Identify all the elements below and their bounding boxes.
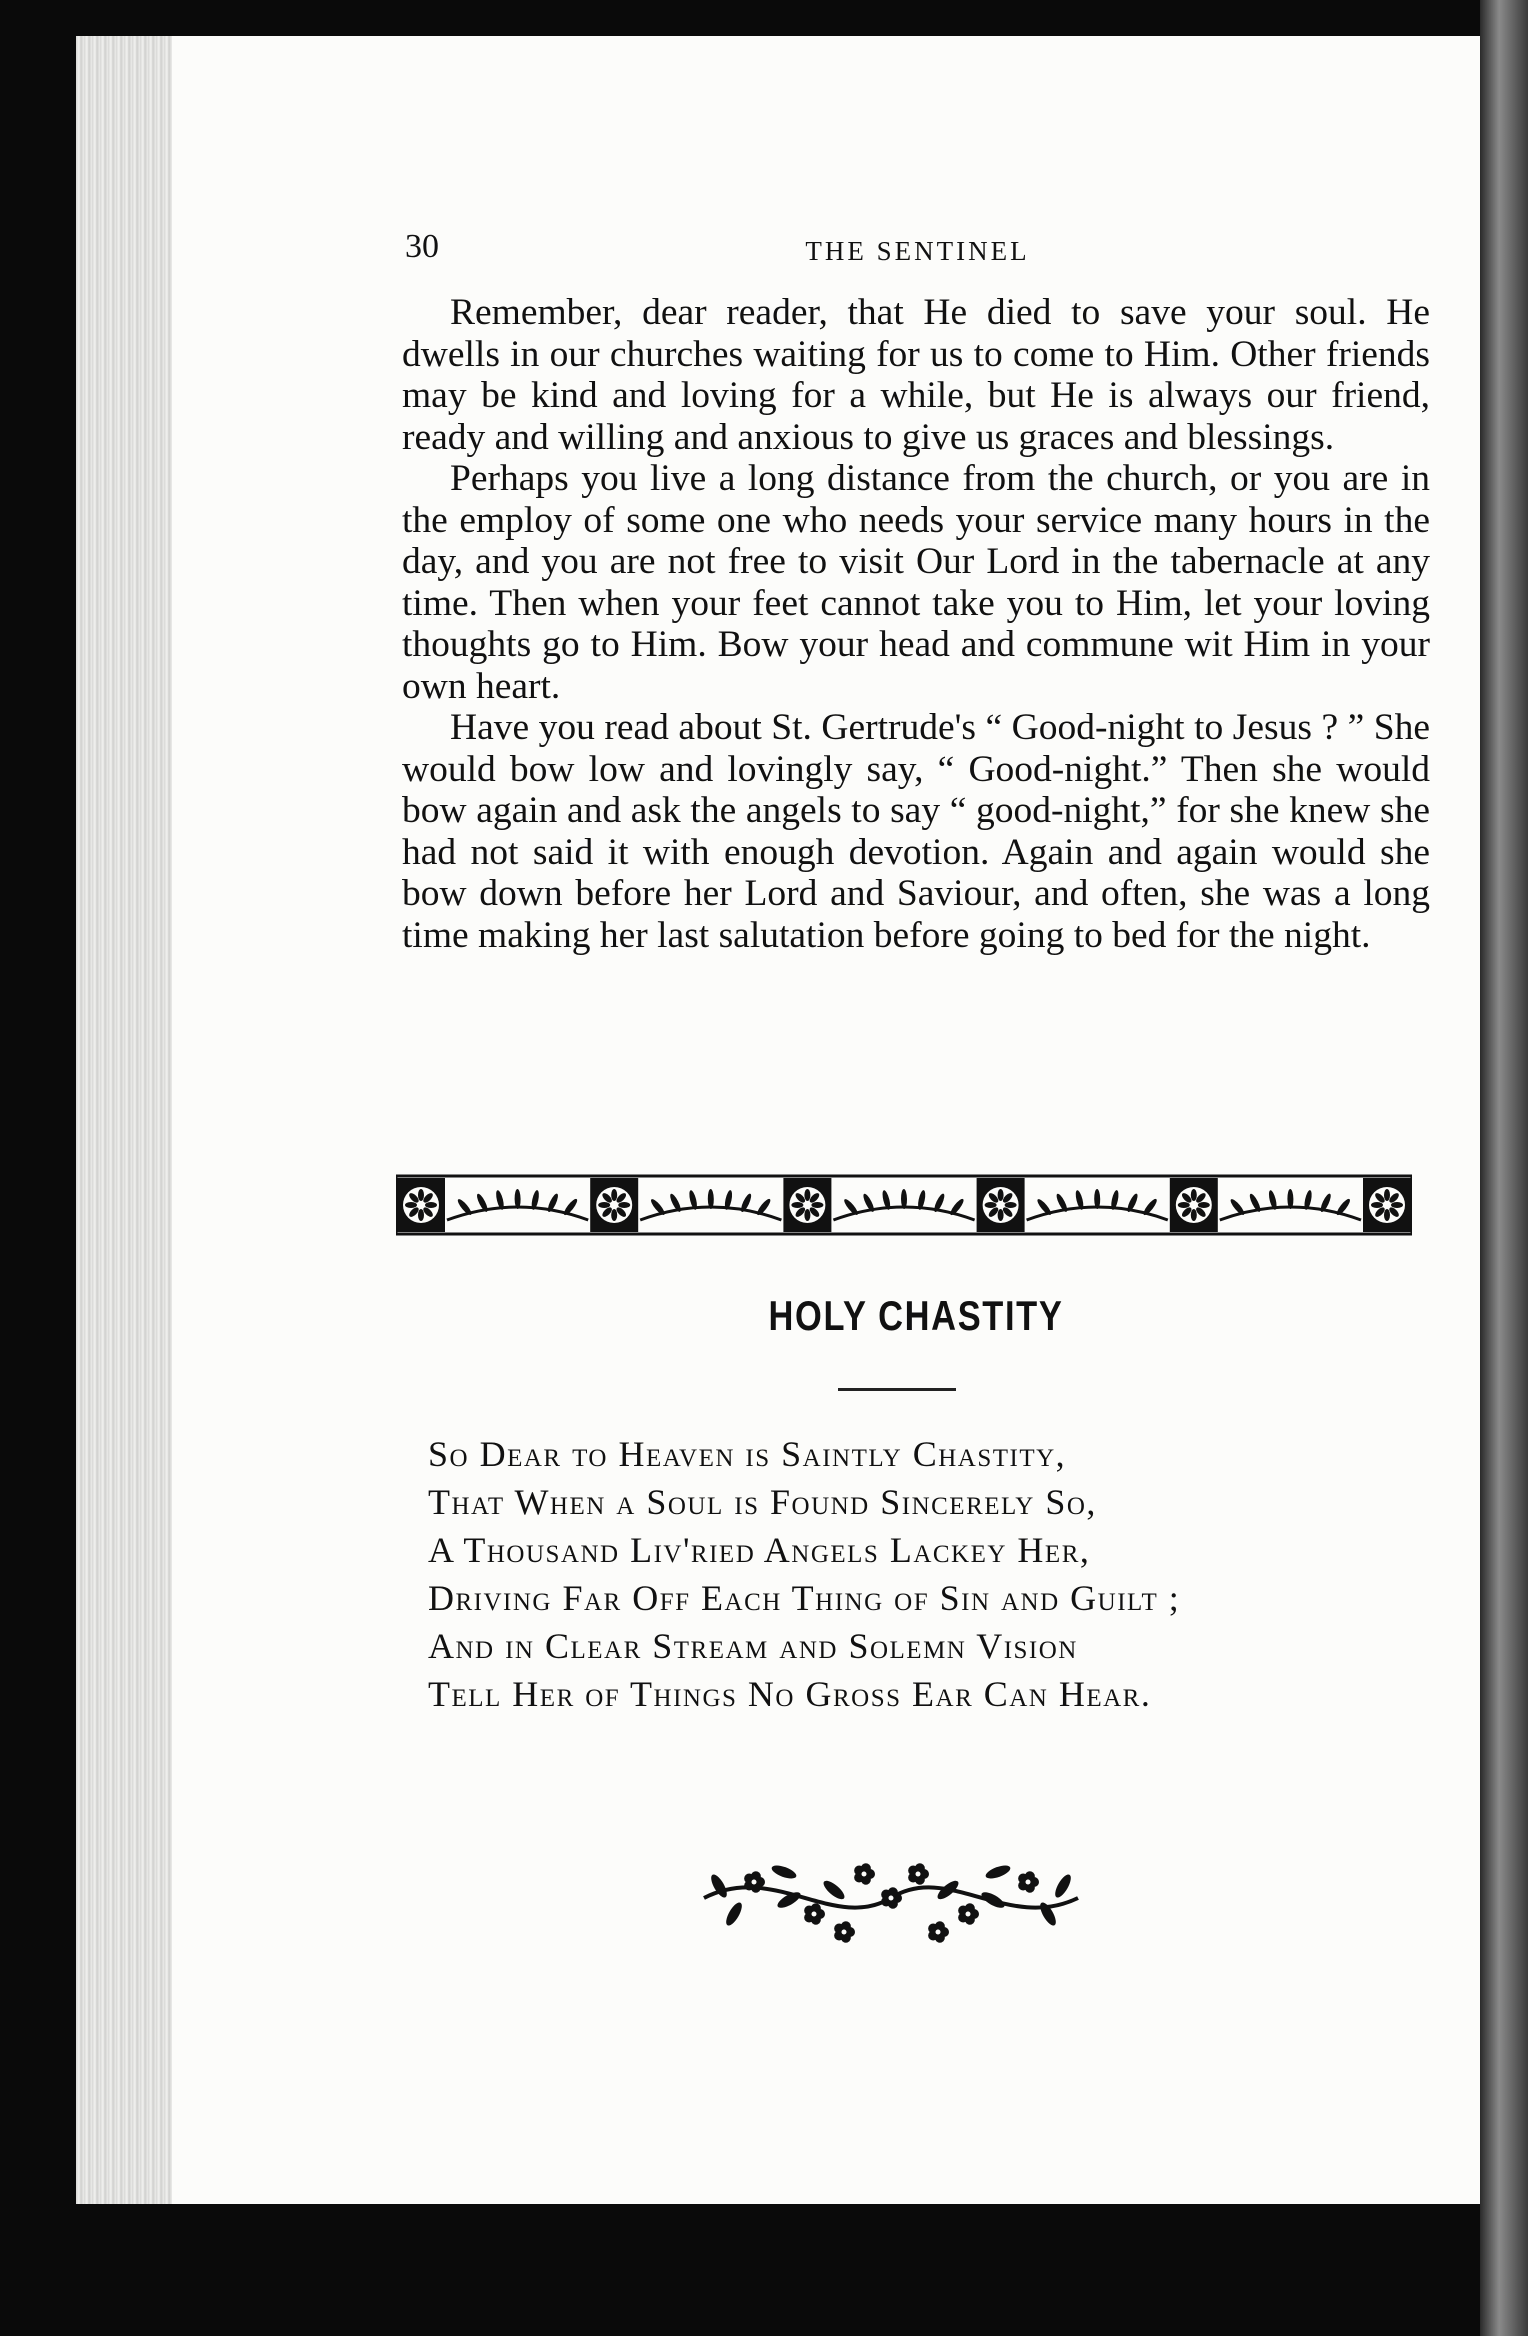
poem-line-2: That When a Soul is Found Sincerely So, <box>428 1482 1097 1522</box>
poem-line-3: A Thousand Liv'ried Angels Lackey Her, <box>428 1530 1091 1570</box>
paragraph-2: Perhaps you live a long distance from the church, or you are in the employ of some one who needs your service many hours in the day, and you are not free to visit Our Lord in the tabernacle at any time. Then when your feet cannot take you to Him, let your loving thoughts go to Him. Bow your head and commune wit Him in your own heart. <box>402 458 1430 707</box>
section-title: HOLY CHASTITY <box>768 1292 1064 1339</box>
page-header <box>405 228 1430 278</box>
book-binding <box>1480 0 1528 2336</box>
poem-line-1: So Dear to Heaven is Saintly Chastity, <box>428 1434 1067 1474</box>
poem-line-6: Tell Her of Things No Gross Ear Can Hear. <box>428 1674 1152 1714</box>
poem-line-5: And in Clear Stream and Solemn Vision <box>428 1626 1078 1666</box>
body-text <box>402 292 1430 956</box>
paragraph-3: Have you read about St. Gertrude's “ Good-night to Jesus ? ” She would bow low and lovingly say, “ Good-night.” Then she would bow again and ask the angels to say “ good-night,” for she knew she had not said it with enough devotion. Again and again would she bow down before her Lord and Saviour, and often, she was a long time making her last salutation before going to bed for the night. <box>402 707 1430 956</box>
page-edge-shading <box>76 36 172 2204</box>
paragraph-1: Remember, dear reader, that He died to save your soul. He dwells in our churches waiting for us to come to Him. Other friends may be kind and loving for a while, but He is always our friend, ready and willing and anxious to give us graces and blessings. <box>402 292 1430 458</box>
floral-tailpiece-icon <box>694 1852 1088 1944</box>
title-rule <box>838 1388 956 1391</box>
running-head: THE SENTINEL <box>805 236 1030 266</box>
poem <box>428 1430 1428 1718</box>
page-number: 30 <box>405 228 439 265</box>
floral-border-band-icon <box>396 1170 1412 1240</box>
poem-line-4: Driving Far Off Each Thing of Sin and Guilt ; <box>428 1578 1181 1618</box>
